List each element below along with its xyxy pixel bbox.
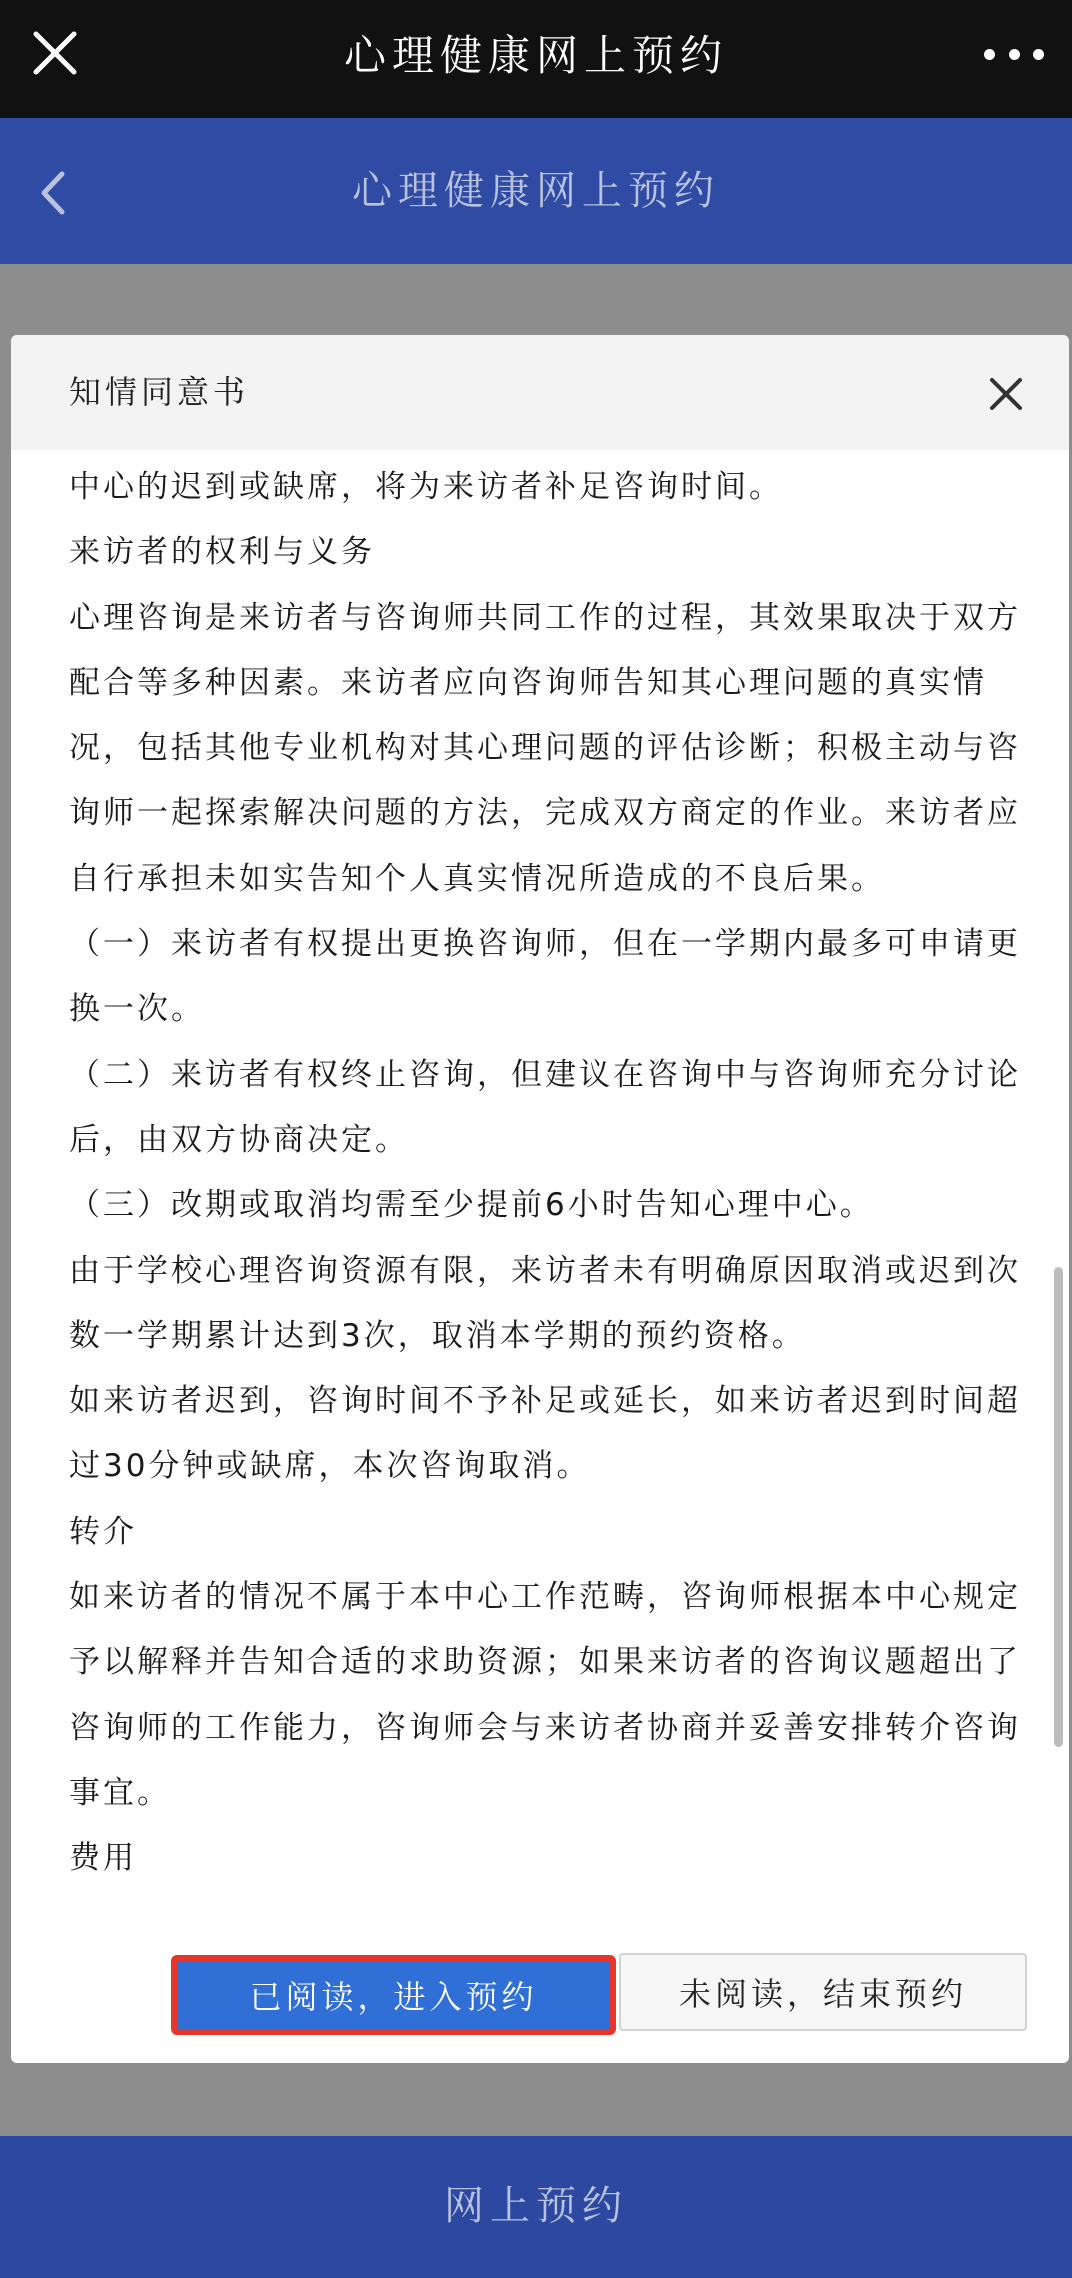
consent-dialog	[11, 335, 1069, 2063]
more-icon[interactable]	[984, 36, 1044, 72]
consent-paragraph: 中心的迟到或缺席，将为来访者补足咨询时间。	[69, 469, 783, 505]
consent-paragraph: （二）来访者有权终止咨询，但建议在咨询中与咨询师充分讨论后，由双方协商决定。	[69, 1056, 1021, 1158]
page-title: 心理健康网上预约	[352, 168, 720, 214]
consent-paragraph: （一）来访者有权提出更换咨询师，但在一学期内最多可申请更换一次。	[69, 926, 1021, 1028]
dialog-header	[11, 335, 1069, 450]
consent-text	[69, 455, 1031, 1892]
consent-paragraph: 心理咨询是来访者与咨询师共同工作的过程，其效果取决于双方配合等多种因素。来访者应向咨询师告知其心理问题的真实情况，包括其他专业机构对其心理问题的评估诊断；积极主动与咨询师一起探索解决问题的方法，完成双方商定的作业。来访者应自行承担未如实告知个人真实情况所造成的不良后果。	[69, 599, 1021, 897]
section-heading-rights: 来访者的权利与义务	[69, 534, 375, 571]
section-heading-referral: 转介	[69, 1513, 137, 1550]
consent-paragraph: 如来访者的情况不属于本中心工作范畴，咨询师根据本中心规定予以解释并告知合适的求助资源；如果来访者的咨询议题超出了咨询师的工作能力，咨询师会与来访者协商并妥善安排转介咨询事宜。	[69, 1579, 1021, 1811]
decline-button[interactable]: 未阅读，结束预约	[619, 1953, 1027, 2031]
section-heading-fees: 费用	[69, 1840, 137, 1877]
app-bar-title: 心理健康网上预约	[343, 31, 728, 80]
online-booking-label: 网上预约	[444, 2183, 628, 2229]
consent-paragraph: 由于学校心理咨询资源有限，来访者未有明确原因取消或迟到次数一学期累计达到3次，取消本学期的预约资格。	[69, 1252, 1021, 1354]
page-header	[0, 118, 1072, 264]
scrollbar[interactable]	[1054, 1267, 1063, 1747]
close-icon[interactable]	[989, 377, 1023, 411]
consent-paragraph: （三）改期或取消均需至少提前6小时告知心理中心。	[69, 1187, 874, 1224]
app-bar	[0, 0, 1072, 118]
bottom-bar[interactable]	[0, 2136, 1072, 2278]
consent-paragraph: 如来访者迟到，咨询时间不予补足或延长，如来访者迟到时间超过30分钟或缺席，本次咨询取消。	[69, 1383, 1021, 1485]
dialog-title: 知情同意书	[69, 373, 250, 411]
agree-button[interactable]: 已阅读，进入预约	[171, 1955, 616, 2035]
